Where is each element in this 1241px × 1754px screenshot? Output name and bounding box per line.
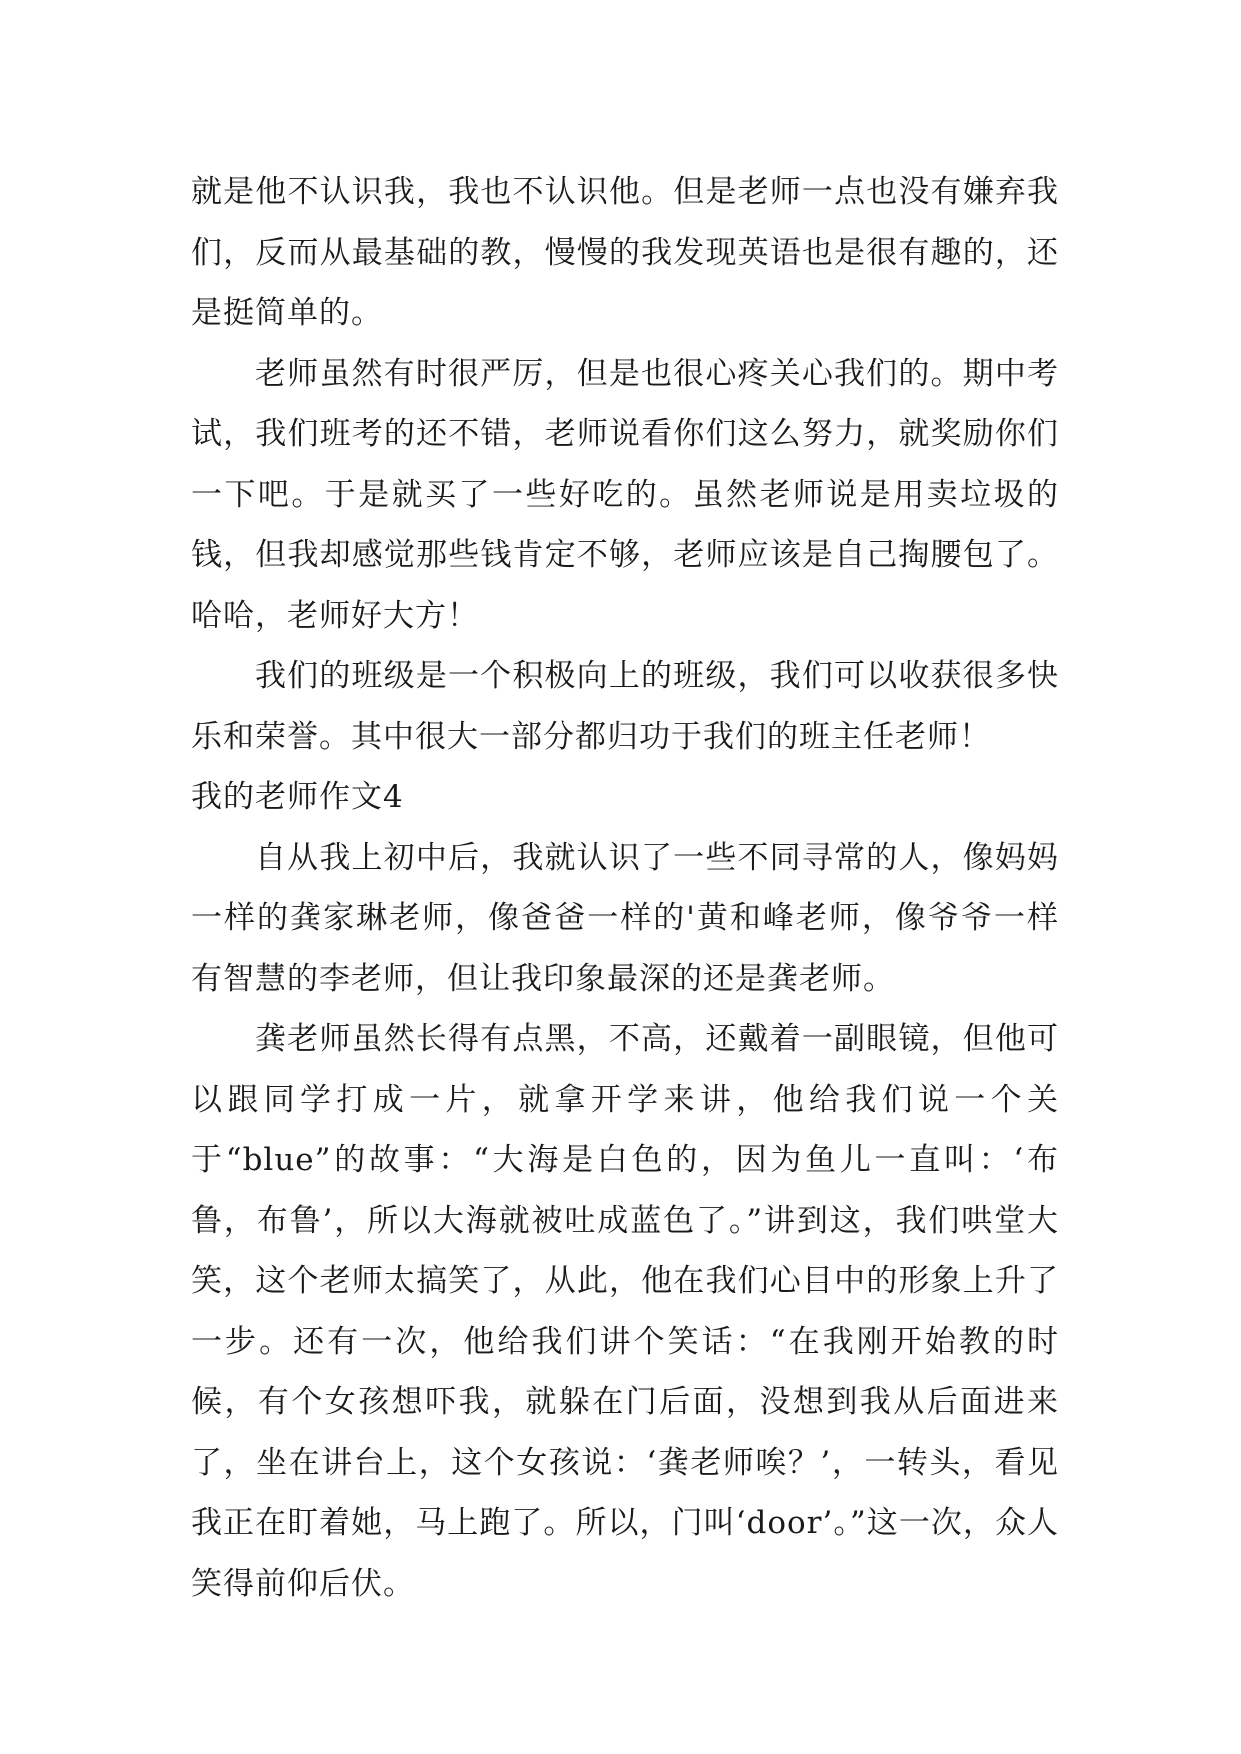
- document-body: [191, 162, 1059, 1614]
- paragraph-class-honor: 我们的班级是一个积极向上的班级，我们可以收获很多快乐和荣誉。其中很大一部分都归功于我们的班主任老师！: [191, 658, 1059, 755]
- paragraph-teacher-gong: 龚老师虽然长得有点黑，不高，还戴着一副眼镜，但他可以跟同学打成一片，就拿开学来讲，他给我们说一个关于“blue”的故事：“大海是白色的，因为鱼儿一直叫：‘布鲁，布鲁’，所以大海就被吐成蓝色了。”讲到这，我们哄堂大笑，这个老师太搞笑了，从此，他在我们心目中的形象上升了一步。还有一次，他给我们讲个笑话：“在我刚开始教的时候，有个女孩想吓我，就躲在门后面，没想到我从后面进来了，坐在讲台上，这个女孩说：‘龚老师唉？’，一转头，看见我正在盯着她，马上跑了。所以，门叫‘door’。”这一次，众人笑得前仰后伏。: [191, 1021, 1059, 1602]
- paragraph-junior-high: 自从我上初中后，我就认识了一些不同寻常的人，像妈妈一样的龚家琳老师，像爸爸一样的'黄和峰老师，像爷爷一样有智慧的李老师，但让我印象最深的还是龚老师。: [191, 839, 1059, 997]
- paragraph-continued: 就是他不认识我，我也不认识他。但是老师一点也没有嫌弃我们，反而从最基础的教，慢慢的我发现英语也是很有趣的，还是挺简单的。: [191, 174, 1059, 331]
- essay-heading: 我的老师作文4: [191, 779, 404, 815]
- paragraph-teacher-strict: 老师虽然有时很严厉，但是也很心疼关心我们的。期中考试，我们班考的还不错，老师说看你们这么努力，就奖励你们一下吧。于是就买了一些好吃的。虽然老师说是用卖垃圾的钱，但我却感觉那些钱肯定不够，老师应该是自己掏腰包了。哈哈，老师好大方！: [191, 355, 1059, 634]
